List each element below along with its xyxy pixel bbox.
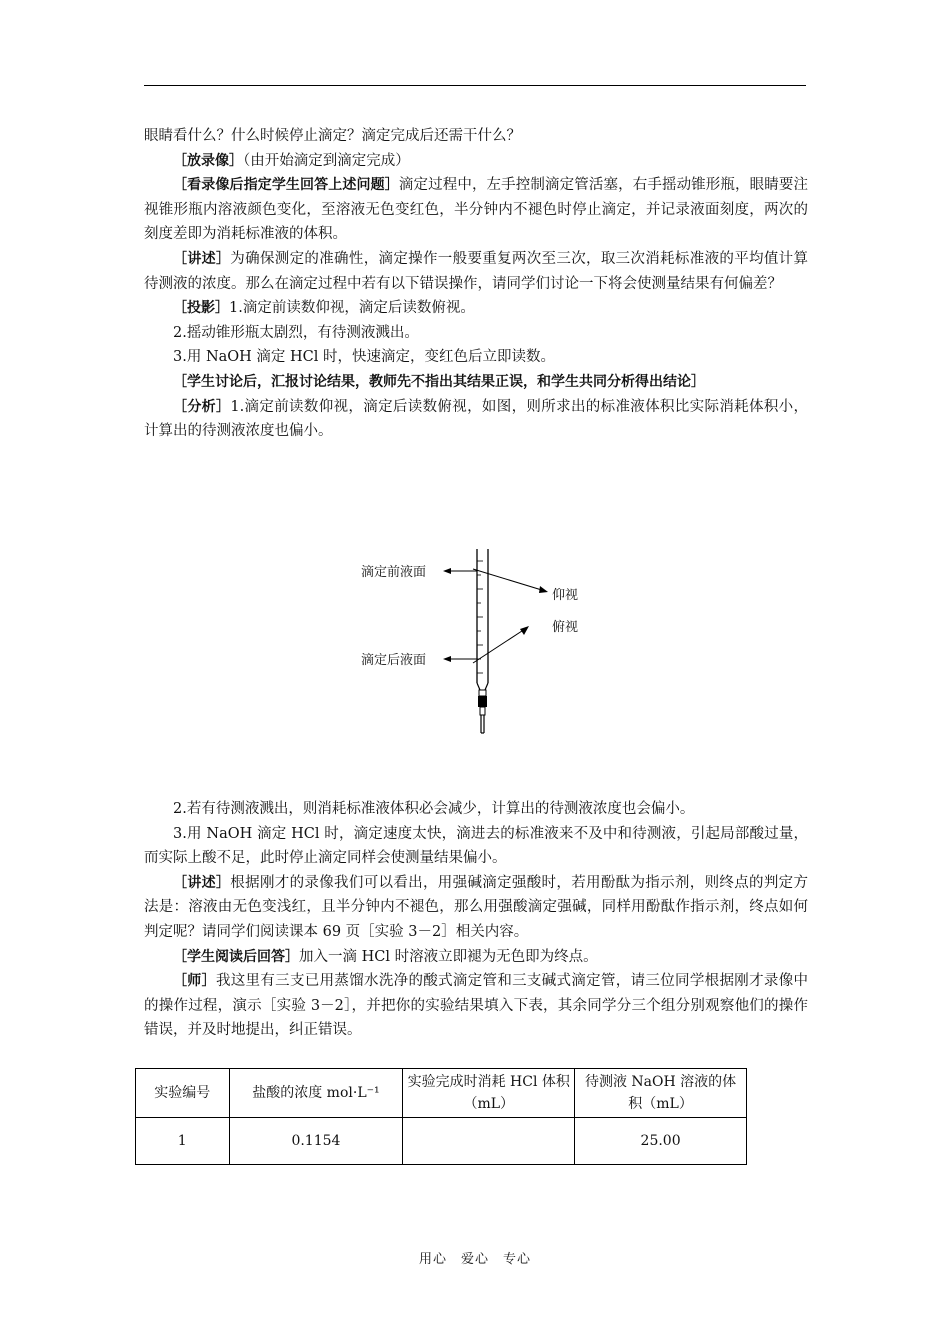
label-look-up: 仰视	[552, 588, 579, 603]
paragraph-text: 根据刚才的录像我们可以看出，用强碱滴定强酸时，若用酚酞为指示剂，则终点的判定方法是：溶液由无色变浅红，且半分钟内不褪色，那么用强酸滴定强碱，同样用酚酞作指示剂，终点如何判定呢？请同学们阅读课本 69 页［实验 3－2］相关内容。	[144, 874, 809, 940]
table-cell: 0.1154	[229, 1118, 403, 1165]
paragraph-text: （由开始滴定到滴定完成）	[243, 152, 410, 169]
paragraph	[144, 149, 808, 174]
text-block-1	[144, 124, 808, 444]
table-row	[136, 1118, 747, 1165]
paragraph-text: 2.若有待测液溅出，则消耗标准液体积必会减少，计算出的待测液浓度也会偏小。	[173, 801, 695, 817]
paragraph-lead: ［投影］	[173, 300, 229, 317]
table-cell: 25.00	[575, 1118, 747, 1165]
paragraph	[144, 871, 808, 945]
arrow-after-icon	[443, 656, 451, 662]
paragraph-lead: ［讲述］	[173, 250, 231, 267]
header-rule	[144, 85, 806, 86]
paragraph-text: 3.用 NaOH 滴定 HCl 时，滴定速度太快，滴进去的标准液来不及中和待测液，引起局部酸过量，而实际上酸不足，此时停止滴定同样会使测量结果偏小。	[144, 825, 808, 867]
paragraph	[144, 345, 808, 370]
arrow-before-icon	[443, 568, 451, 574]
paragraph-lead: ［学生讨论后，汇报讨论结果，教师先不指出其结果正误，和学生共同分析得出结论］	[173, 373, 705, 390]
paragraph-text: 加入一滴 HCl 时溶液立即褪为无色即为终点。	[299, 948, 598, 965]
table-cell: 1	[136, 1118, 230, 1165]
page-footer: 用心 爱心 专心	[418, 1252, 531, 1267]
table-header-cell: 实验完成时消耗 HCl 体积（mL）	[403, 1069, 575, 1118]
results-table	[135, 1068, 747, 1165]
label-after-level: 滴定后液面	[361, 653, 427, 668]
table-header-cell: 盐酸的浓度 mol·L⁻¹	[229, 1069, 403, 1118]
table-cell	[403, 1118, 575, 1165]
paragraph	[144, 124, 808, 149]
paragraph	[144, 247, 808, 296]
paragraph-text: 滴定过程中，左手控制滴定管活塞，右手摇动锥形瓶，眼睛要注视锥形瓶内溶液颜色变化，至溶液无色变红色，半分钟内不褪色时停止滴定，并记录液面刻度，两次的刻度差即为消耗标准液的体积。	[144, 177, 808, 243]
paragraph	[144, 969, 808, 1043]
paragraph	[144, 822, 808, 871]
paragraph-lead: ［讲述］	[173, 874, 231, 891]
paragraph	[144, 296, 808, 321]
paragraph	[144, 395, 808, 444]
label-look-down: 俯视	[552, 620, 579, 635]
burette-icon	[477, 549, 488, 733]
paragraph-text: 眼睛看什么？什么时候停止滴定？滴定完成后还需干什么？	[144, 128, 521, 144]
paragraph	[144, 370, 808, 395]
paragraph-text: 为确保测定的准确性，滴定操作一般要重复两次至三次，取三次消耗标准液的平均值计算待测液的浓度。那么在滴定过程中若有以下错误操作，请同学们讨论一下将会使测量结果有何偏差？	[144, 250, 809, 292]
sight-up-arrow-icon	[539, 586, 548, 593]
paragraph	[144, 173, 808, 247]
table-header-row	[136, 1069, 747, 1118]
paragraph	[144, 321, 808, 346]
paragraph-lead: ［看录像后指定学生回答上述问题］	[173, 177, 399, 194]
table-header-cell: 实验编号	[136, 1069, 230, 1118]
table-header-cell: 待测液 NaOH 溶液的体积（mL）	[575, 1069, 747, 1118]
paragraph	[144, 797, 808, 822]
sight-down-arrow-icon	[520, 626, 529, 635]
burette-figure	[355, 545, 595, 745]
label-before-level: 滴定前液面	[361, 565, 427, 580]
paragraph	[144, 945, 808, 970]
burette-diagram	[355, 545, 595, 745]
paragraph-text: 1.滴定前读数仰视，滴定后读数俯视。	[229, 300, 475, 317]
paragraph-text: 3.用 NaOH 滴定 HCl 时，快速滴定，变红色后立即读数。	[173, 349, 556, 366]
paragraph-text: 2.摇动锥形瓶太剧烈，有待测液溅出。	[173, 324, 419, 341]
paragraph-lead: ［学生阅读后回答］	[173, 948, 299, 965]
paragraph-text: 1.滴定前读数仰视，滴定后读数俯视，如图，则所求出的标准液体积比实际消耗体积小，计算出的待测液浓度也偏小。	[144, 398, 808, 440]
paragraph-lead: ［分析］	[173, 398, 231, 415]
text-block-2	[144, 797, 808, 1043]
paragraph-text: 我这里有三支已用蒸馏水洗净的酸式滴定管和三支碱式滴定管，请三位同学根据刚才录像中的操作过程，演示［实验 3－2］，并把你的实验结果填入下表，其余同学分三个组分别观察他们的操作错误，并及时地提出，纠正错误。	[144, 973, 809, 1039]
paragraph-lead: ［放录像］	[173, 152, 243, 169]
paragraph-lead: ［师］	[173, 973, 216, 990]
